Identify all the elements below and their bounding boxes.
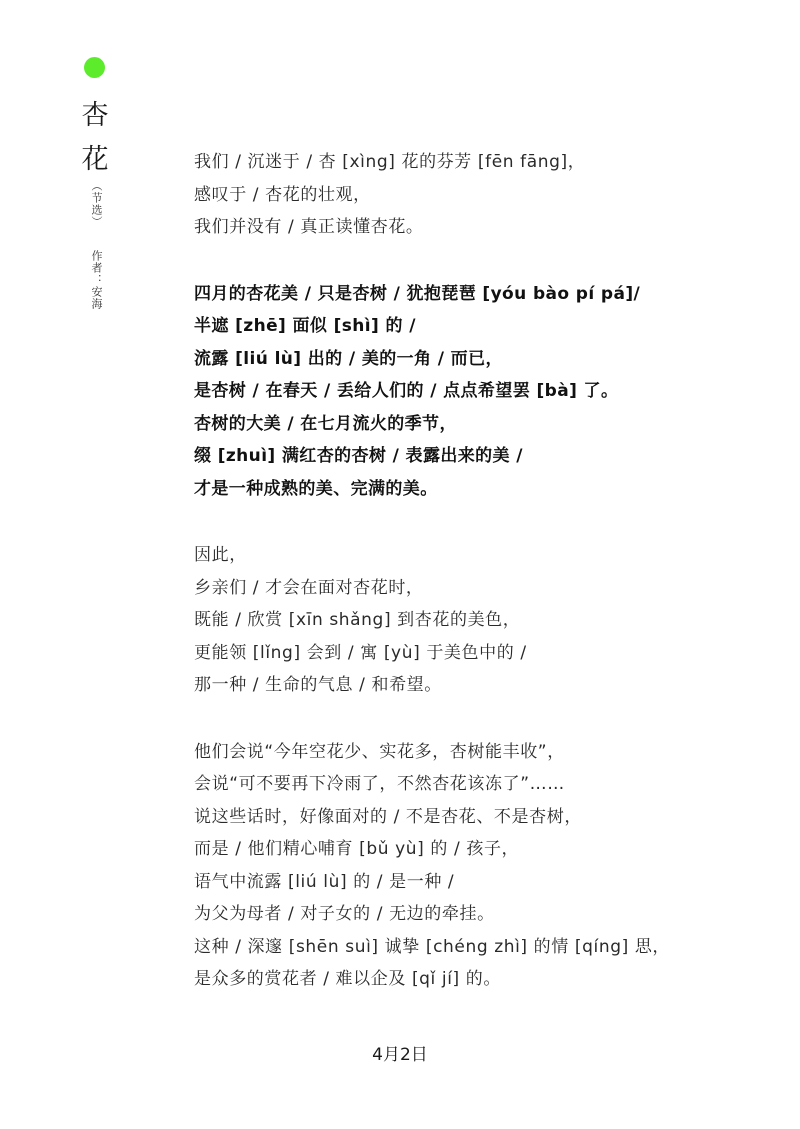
poem-line: 他们会说“今年空花少、实花多，杏树能丰收”， [194,741,565,762]
stanza [194,278,774,506]
title-char: 杏 [81,100,109,131]
poem-line: 说这些话时，好像面对的 / 不是杏花、不是杏树， [194,806,582,827]
stanza [194,146,774,244]
poem-line: 是众多的赏花者 / 难以企及 [qǐ jí] 的。 [194,969,501,989]
poem-body [194,146,774,1030]
poem-line: 杏树的大美 / 在七月流火的季节， [194,413,457,434]
green-circle-icon [84,57,105,78]
poem-line: 为父为母者 / 对子女的 / 无边的牵挂。 [194,904,495,924]
poem-line: 四月的杏花美 / 只是杏树 / 犹抱琵琶 [yóu bào pí pá]/ [194,283,641,304]
poem-line: 而是 / 他们精心哺育 [bǔ yù] 的 / 孩子， [194,839,520,859]
poem-line: 流露 [liú lù] 出的 / 美的一角 / 而已， [194,348,503,369]
poem-line: 更能领 [lǐng] 会到 / 寓 [yù] 于美色中的 / [194,642,527,663]
poem-line: 半遮 [zhē] 面似 [shì] 的 / [194,316,416,336]
poem-line: 这种 / 深邃 [shēn suì] 诚挚 [chéng zhì] 的情 [qíng] 思， [194,936,671,957]
poem-line: 是杏树 / 在春天 / 丢给人们的 / 点点希望罢 [bà] 了。 [194,381,619,401]
poem-line: 才是一种成熟的美、完满的美。 [194,478,438,499]
poem-line: 我们 / 沉迷于 / 杏 [xìng] 花的芬芳 [fēn fāng]， [194,152,586,172]
author-credit: 作者：安海 [90,250,103,310]
poem-line: 那一种 / 生命的气息 / 和希望。 [194,675,442,695]
poem-line: 感叹于 / 杏花的壮观， [194,184,371,205]
stanza [194,539,774,702]
title-char: 花 [81,144,109,175]
date-label: 4月2日 [372,1045,428,1065]
poem-title [81,94,109,182]
poem-line: 既能 / 欣赏 [xīn shǎng] 到杏花的美色， [194,610,521,630]
poem-line: 因此， [194,545,247,565]
poem-line: 缀 [zhuì] 满红杏的杏树 / 表露出来的美 / [194,446,523,466]
poem-line: 语气中流露 [liú lù] 的 / 是一种 / [194,871,455,892]
poem-line: 乡亲们 / 才会在面对杏花时， [194,577,424,598]
stanza [194,736,774,996]
poem-line: 会说“可不要再下冷雨了，不然杏花该冻了”…… [194,774,565,794]
poem-line: 我们并没有 / 真正读懂杏花。 [194,217,424,237]
subtitle-excerpt: （节选） [90,180,103,228]
